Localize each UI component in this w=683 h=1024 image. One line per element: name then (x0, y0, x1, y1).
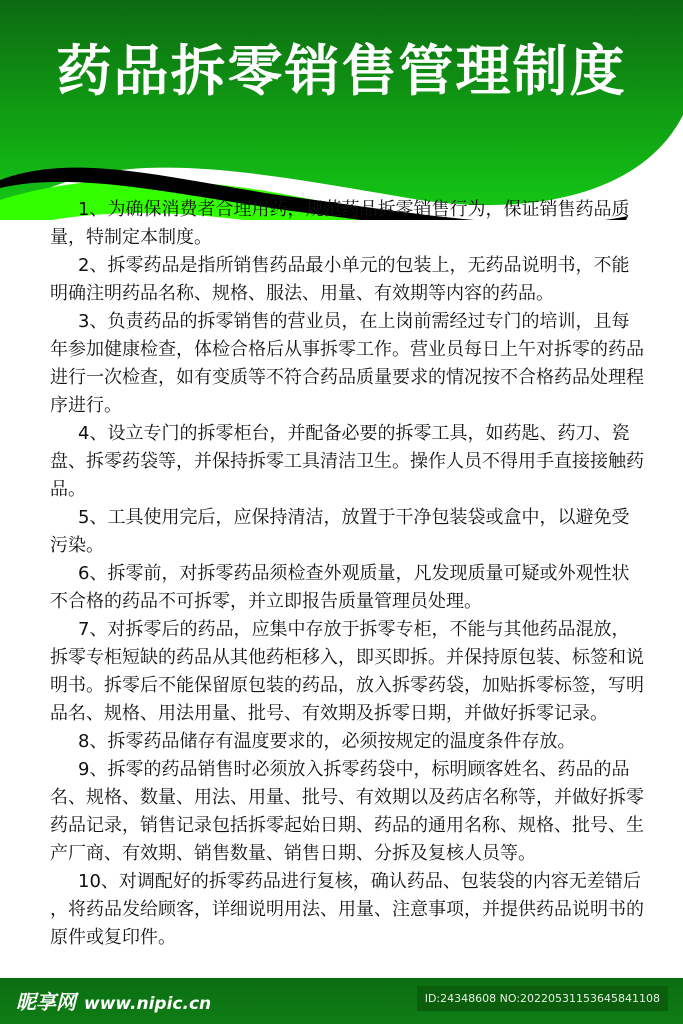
regulation-text (50, 196, 646, 952)
paragraph: 10、对调配好的拆零药品进行复核，确认药品、包装袋的内容无差错后，将药品发给顾客，详细说明用法、用量、注意事项，并提供药品说明书的原件或复印件。 (50, 871, 644, 948)
paragraph: 1、为确保消费者合理用药，规范药品拆零销售行为，保证销售药品质量，特制定本制度。 (50, 199, 630, 248)
paragraph: 4、设立专门的拆零柜台，并配备必要的拆零工具，如药匙、药刀、瓷盘、拆零药袋等，并保持拆零工具清洁卫生。操作人员不得用手直接接触药品。 (50, 423, 644, 500)
logo-url: www.nipic.cn (84, 994, 212, 1014)
page-title: 药品拆零销售管理制度 (56, 39, 627, 103)
image-id: ID:24348608 NO:20220531153645841108 (417, 986, 668, 1011)
paragraph: 9、拆零的药品销售时必须放入拆零药袋中，标明顾客姓名、药品的品名、规格、数量、用法、用量、批号、有效期以及药店名称等，并做好拆零药品记录，销售记录包括拆零起始日期、药品的通用名称、规格、批号、生产厂商、有效期、销售数量、销售日期、分拆及复核人员等。 (50, 759, 644, 864)
watermark-logo (16, 986, 211, 1015)
header-banner (0, 0, 683, 220)
paragraph: 8、拆零药品储存有温度要求的，必须按规定的温度条件存放。 (78, 731, 576, 752)
paragraph: 2、拆零药品是指所销售药品最小单元的包装上，无药品说明书，不能明确注明药品名称、规格、服法、用量、有效期等内容的药品。 (50, 255, 630, 304)
footer-bar (0, 978, 683, 1024)
wave-background (0, 0, 683, 220)
paragraph: 5、工具使用完后，应保持清洁，放置于干净包装袋或盒中，以避免受污染。 (50, 507, 630, 556)
paragraph: 7、对拆零后的药品，应集中存放于拆零专柜，不能与其他药品混放，拆零专柜短缺的药品从其他药柜移入，即买即拆。并保持原包装、标签和说明书。拆零后不能保留原包装的药品，放入拆零药袋，加贴拆零标签，写明品名、规格、用法用量、批号、有效期及拆零日期，并做好拆零记录。 (50, 619, 644, 724)
paragraph: 3、负责药品的拆零销售的营业员，在上岗前需经过专门的培训，且每年参加健康检查，体检合格后从事拆零工作。营业员每日上午对拆零的药品进行一次检查，如有变质等不符合药品质量要求的情况按不合格药品处理程序进行。 (50, 311, 644, 416)
logo-text: 昵享网 (16, 990, 76, 1014)
paragraph: 6、拆零前，对拆零药品须检查外观质量，凡发现质量可疑或外观性状不合格的药品不可拆零，并立即报告质量管理员处理。 (50, 563, 630, 612)
